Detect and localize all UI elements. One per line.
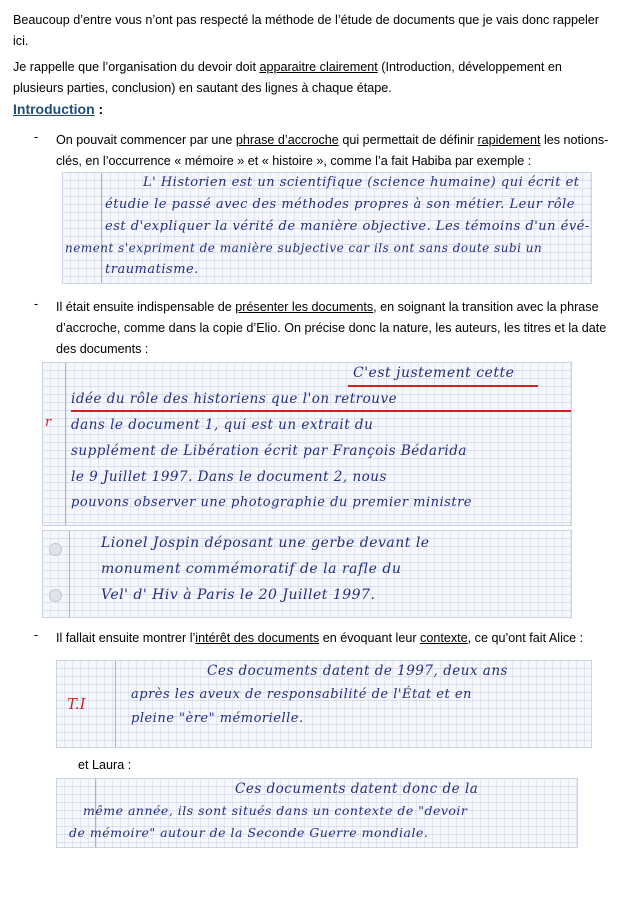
section-heading-introduction xyxy=(13,101,103,117)
habiba-line-2: étudie le passé avec des méthodes propres à son métier. Leur rôle xyxy=(105,197,575,212)
laura-line-3: de mémoire" autour de la Seconde Guerre mondiale. xyxy=(69,825,429,840)
b3-t3: , ce qu’ont fait Alice : xyxy=(467,631,584,645)
elio1-line-2: idée du rôle des historiens que l'on retrouve xyxy=(71,391,398,407)
elio1-line-5: le 9 Juillet 1997. Dans le document 2, nous xyxy=(71,469,387,485)
handwritten-scan-elio-part1: C'est justement cette idée du rôle des historiens que l'on retrouve r dans le document 1, qui est un extrait du supplément de Libération écrit par François Bédarida le 9 Juillet 1997. Dans le document 2, nous pouvons observer une photographie du premier ministre xyxy=(42,362,572,526)
b3-t2: en évoquant leur xyxy=(319,631,421,645)
habiba-line-3: est d'expliquer la vérité de manière objective. Les témoins d'un évé- xyxy=(105,219,590,234)
alice-line-2: après les aveux de responsabilité de l'État et en xyxy=(131,687,472,702)
alice-line-1: Ces documents datent de 1997, deux ans xyxy=(207,663,508,679)
handwritten-scan-alice xyxy=(56,660,592,748)
b3-t1: Il fallait ensuite montrer l’ xyxy=(56,631,196,645)
elio1-line-6: pouvons observer une photographie du premier ministre xyxy=(71,495,472,510)
elio1-line-1: C'est justement cette xyxy=(353,365,515,381)
habiba-line-5: traumatisme. xyxy=(105,262,199,277)
b1-u2: rapidement xyxy=(477,133,541,147)
et-laura-label: et Laura : xyxy=(78,758,132,772)
b2-t1: Il était ensuite indispensable de xyxy=(56,300,236,314)
bullet-marker-2: - xyxy=(34,297,39,311)
b2-u1: présenter les documents xyxy=(235,300,374,314)
b1-u1: phrase d’accroche xyxy=(235,133,339,147)
alice-line-3: pleine "ère" mémorielle. xyxy=(131,711,304,726)
para2-text-post: (Introduction, développement en plusieurs parties, conclusion) en sautant des lignes à chaque étape. xyxy=(13,60,562,95)
b3-u1: intérêt des documents xyxy=(195,631,320,645)
elio2-line-3: Vel' d' Hiv à Paris le 20 Juillet 1997. xyxy=(101,587,376,603)
elio1-line-3: dans le document 1, qui est un extrait du xyxy=(71,417,374,433)
handwritten-scan-laura xyxy=(56,778,578,848)
para2-underlined: apparaitre clairement xyxy=(259,60,378,74)
b3-u2: contexte xyxy=(420,631,468,645)
alice-teacher-mark: T.I xyxy=(67,695,86,713)
habiba-line-1: L' Historien est un scientifique (science humaine) qui écrit et xyxy=(143,175,580,190)
b1-t3: les notions-clés, en l’occurrence « mémoire » et « histoire », comme l’a fait Habiba par exemple : xyxy=(56,133,609,168)
para2-text-pre: Je rappelle que l’organisation du devoir doit xyxy=(13,60,260,74)
elio1-line-4: supplément de Libération écrit par François Bédarida xyxy=(71,443,467,459)
bullet-2-text xyxy=(56,297,621,360)
intro-paragraph-1: Beaucoup d’entre vous n’ont pas respecté la méthode de l’étude de documents que je vais donc rappeler ici. xyxy=(13,13,599,48)
bullet-3-text xyxy=(56,628,621,649)
heading-colon: : xyxy=(94,101,104,117)
elio2-line-1: Lionel Jospin déposant une gerbe devant le xyxy=(101,535,430,551)
elio2-line-2: monument commémoratif de la rafle du xyxy=(101,561,402,577)
laura-line-1: Ces documents datent donc de la xyxy=(235,781,479,797)
bullet-marker-3: - xyxy=(34,628,39,642)
bullet-1-text xyxy=(56,130,621,172)
b2-t2: , en soignant la transition avec la phrase d’accroche, comme dans la copie d’Elio. On précise donc la nature, les auteurs, les titres et la date des documents : xyxy=(56,300,607,356)
b1-t2: qui permettait de définir xyxy=(338,133,478,147)
bullet-marker-1: - xyxy=(34,130,39,144)
heading-title: Introduction xyxy=(13,101,95,117)
laura-line-2: même année, ils sont situés dans un contexte de "devoir xyxy=(83,803,468,818)
habiba-line-4: nement s'expriment de manière subjective car ils ont sans doute subi un xyxy=(65,241,543,255)
b1-t1: On pouvait commencer par une xyxy=(56,133,236,147)
intro-paragraph-2 xyxy=(13,57,613,99)
handwritten-scan-elio-part2 xyxy=(42,530,572,618)
handwritten-scan-habiba xyxy=(62,172,592,284)
